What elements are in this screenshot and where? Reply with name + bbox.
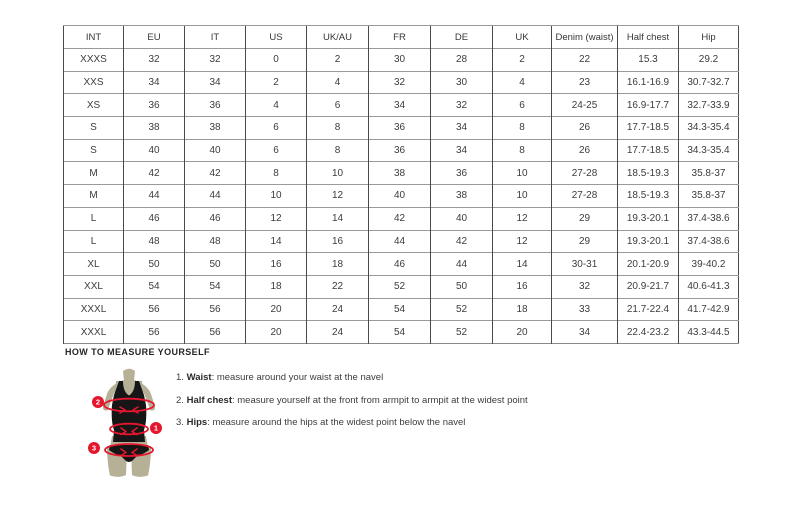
waist-badge-number: 1 [153, 423, 159, 433]
measure-instructions [176, 372, 528, 440]
table-cell: 43.3-44.5 [679, 321, 739, 344]
table-cell: 46 [369, 253, 431, 276]
table-cell: M [64, 185, 124, 208]
table-cell: XXXL [64, 321, 124, 344]
header-row [64, 26, 739, 49]
table-cell: 20 [493, 321, 552, 344]
table-cell: 22 [552, 49, 618, 72]
chest-badge-number: 2 [95, 397, 101, 407]
table-cell: S [64, 139, 124, 162]
table-cell: 29.2 [679, 49, 739, 72]
measure-step-waist [176, 372, 528, 383]
table-cell: 32 [552, 275, 618, 298]
table-cell: 32 [369, 71, 431, 94]
table-cell: 16.9-17.7 [618, 94, 679, 117]
column-header: US [246, 26, 307, 49]
table-cell: 30 [369, 49, 431, 72]
table-cell: 34 [185, 71, 246, 94]
table-cell: 6 [307, 94, 369, 117]
column-header: FR [369, 26, 431, 49]
table-cell: 50 [431, 275, 493, 298]
table-cell: 39-40.2 [679, 253, 739, 276]
table-cell: 36 [369, 139, 431, 162]
table-cell: 8 [246, 162, 307, 185]
table-cell: 42 [431, 230, 493, 253]
step-text: : measure yourself at the front from armpit to armpit at the widest point [231, 394, 528, 406]
table-cell: 44 [185, 185, 246, 208]
how-to-measure-heading: HOW TO MEASURE YOURSELF [65, 347, 210, 357]
table-cell: XXL [64, 275, 124, 298]
table-cell: 24 [307, 321, 369, 344]
table-cell: 2 [307, 49, 369, 72]
hips-badge-number: 3 [91, 443, 97, 453]
table-cell: 6 [246, 117, 307, 140]
table-cell: 29 [552, 230, 618, 253]
table-cell: 18 [246, 275, 307, 298]
table-cell: 14 [493, 253, 552, 276]
table-cell: 40 [185, 139, 246, 162]
table-cell: 10 [307, 162, 369, 185]
table-cell: 37.4-38.6 [679, 230, 739, 253]
table-cell: 12 [246, 207, 307, 230]
table-cell: 28 [431, 49, 493, 72]
table-row [64, 117, 739, 140]
step-number: 3. [176, 417, 184, 428]
step-number: 1. [176, 372, 184, 383]
table-cell: 20 [246, 298, 307, 321]
table-cell: 18 [493, 298, 552, 321]
step-number: 2. [176, 394, 184, 406]
table-cell: 34.3-35.4 [679, 139, 739, 162]
table-row [64, 275, 739, 298]
table-cell: 56 [185, 298, 246, 321]
table-cell: 36 [369, 117, 431, 140]
table-row [64, 71, 739, 94]
table-cell: L [64, 207, 124, 230]
table-cell: 48 [124, 230, 185, 253]
table-cell: 32 [124, 49, 185, 72]
table-row [64, 139, 739, 162]
table-row [64, 185, 739, 208]
table-cell: 12 [493, 230, 552, 253]
size-chart-table [63, 25, 739, 344]
table-cell: 42 [369, 207, 431, 230]
table-cell: 52 [431, 298, 493, 321]
table-cell: 40 [369, 185, 431, 208]
table-cell: 32.7-33.9 [679, 94, 739, 117]
table-cell: 16 [246, 253, 307, 276]
column-header: UK [493, 26, 552, 49]
table-cell: 40 [431, 207, 493, 230]
table-cell: 42 [185, 162, 246, 185]
table-cell: 42 [124, 162, 185, 185]
table-cell: 52 [369, 275, 431, 298]
table-cell: 26 [552, 139, 618, 162]
table-cell: 54 [369, 321, 431, 344]
table-cell: 19.3-20.1 [618, 230, 679, 253]
table-cell: 34 [124, 71, 185, 94]
table-cell: 32 [185, 49, 246, 72]
table-cell: 40 [124, 139, 185, 162]
table-row [64, 162, 739, 185]
table-row [64, 321, 739, 344]
table-cell: 12 [307, 185, 369, 208]
table-cell: XXS [64, 71, 124, 94]
table-cell: 4 [307, 71, 369, 94]
table-cell: 6 [246, 139, 307, 162]
table-row [64, 207, 739, 230]
table-cell: 4 [246, 94, 307, 117]
table-cell: 21.7-22.4 [618, 298, 679, 321]
table-cell: 0 [246, 49, 307, 72]
table-cell: 15.3 [618, 49, 679, 72]
table-cell: 54 [369, 298, 431, 321]
table-cell: 54 [185, 275, 246, 298]
table-cell: 34.3-35.4 [679, 117, 739, 140]
table-cell: 36 [185, 94, 246, 117]
table-cell: 34 [369, 94, 431, 117]
table-cell: 44 [124, 185, 185, 208]
column-header: Denim (waist) [552, 26, 618, 49]
table-cell: 29 [552, 207, 618, 230]
table-cell: M [64, 162, 124, 185]
table-cell: 36 [124, 94, 185, 117]
table-cell: 38 [124, 117, 185, 140]
column-header: Hip [679, 26, 739, 49]
table-cell: 10 [246, 185, 307, 208]
column-header: INT [64, 26, 124, 49]
table-row [64, 230, 739, 253]
table-cell: 10 [493, 162, 552, 185]
table-cell: 36 [431, 162, 493, 185]
table-cell: XXXL [64, 298, 124, 321]
table-cell: 34 [431, 139, 493, 162]
size-rows [64, 49, 739, 344]
table-cell: 27-28 [552, 185, 618, 208]
table-cell: S [64, 117, 124, 140]
table-cell: 19.3-20.1 [618, 207, 679, 230]
step-text: : measure around your waist at the navel [211, 372, 384, 383]
measure-step-half-chest [176, 395, 528, 406]
table-cell: 46 [124, 207, 185, 230]
column-header: EU [124, 26, 185, 49]
table-cell: 8 [493, 139, 552, 162]
table-cell: 35.8-37 [679, 185, 739, 208]
table-cell: 8 [307, 139, 369, 162]
table-cell: 4 [493, 71, 552, 94]
column-header: UK/AU [307, 26, 369, 49]
table-cell: XL [64, 253, 124, 276]
column-header: DE [431, 26, 493, 49]
table-cell: 17.7-18.5 [618, 139, 679, 162]
table-cell: 27-28 [552, 162, 618, 185]
table-cell: 48 [185, 230, 246, 253]
step-text: : measure around the hips at the widest point below the navel [207, 417, 466, 428]
measure-step-hips [176, 417, 528, 428]
table-cell: 18.5-19.3 [618, 185, 679, 208]
table-cell: 44 [369, 230, 431, 253]
table-cell: 33 [552, 298, 618, 321]
table-cell: 54 [124, 275, 185, 298]
table-cell: 22.4-23.2 [618, 321, 679, 344]
step-label: Waist [186, 372, 212, 383]
table-cell: 24-25 [552, 94, 618, 117]
table-cell: 34 [552, 321, 618, 344]
table-cell: 20 [246, 321, 307, 344]
table-cell: 23 [552, 71, 618, 94]
table-cell: 22 [307, 275, 369, 298]
table-cell: 37.4-38.6 [679, 207, 739, 230]
column-header: Half chest [618, 26, 679, 49]
table-row [64, 253, 739, 276]
table-cell: 30-31 [552, 253, 618, 276]
table-cell: 38 [185, 117, 246, 140]
table-cell: 56 [124, 298, 185, 321]
table-cell: 50 [124, 253, 185, 276]
table-cell: 40.6-41.3 [679, 275, 739, 298]
table-cell: 17.7-18.5 [618, 117, 679, 140]
table-cell: 2 [246, 71, 307, 94]
table-cell: 16 [493, 275, 552, 298]
table-cell: 16 [307, 230, 369, 253]
table-cell: 2 [493, 49, 552, 72]
table-cell: 38 [369, 162, 431, 185]
table-cell: 30.7-32.7 [679, 71, 739, 94]
table-cell: 46 [185, 207, 246, 230]
table-cell: 8 [307, 117, 369, 140]
table-cell: 44 [431, 253, 493, 276]
table-cell: 30 [431, 71, 493, 94]
table-cell: 20.1-20.9 [618, 253, 679, 276]
table-cell: 56 [185, 321, 246, 344]
table-cell: 6 [493, 94, 552, 117]
table-cell: 8 [493, 117, 552, 140]
table-cell: 34 [431, 117, 493, 140]
table-cell: 50 [185, 253, 246, 276]
table-cell: 35.8-37 [679, 162, 739, 185]
measurement-figure-illustration [86, 366, 172, 482]
step-label: Hips [186, 417, 208, 428]
column-header: IT [185, 26, 246, 49]
table-cell: 14 [307, 207, 369, 230]
table-cell: XS [64, 94, 124, 117]
table-cell: 14 [246, 230, 307, 253]
table-cell: 32 [431, 94, 493, 117]
step-label: Half chest [186, 394, 232, 406]
table-cell: 38 [431, 185, 493, 208]
table-cell: 41.7-42.9 [679, 298, 739, 321]
table-cell: 16.1-16.9 [618, 71, 679, 94]
table-row [64, 298, 739, 321]
table-cell: 56 [124, 321, 185, 344]
table-cell: 10 [493, 185, 552, 208]
table-cell: 18.5-19.3 [618, 162, 679, 185]
table-cell: 52 [431, 321, 493, 344]
table-cell: 12 [493, 207, 552, 230]
table-row [64, 49, 739, 72]
table-cell: L [64, 230, 124, 253]
table-cell: 18 [307, 253, 369, 276]
table-cell: 20.9-21.7 [618, 275, 679, 298]
table-row [64, 94, 739, 117]
table-cell: XXXS [64, 49, 124, 72]
table-cell: 24 [307, 298, 369, 321]
table-cell: 26 [552, 117, 618, 140]
